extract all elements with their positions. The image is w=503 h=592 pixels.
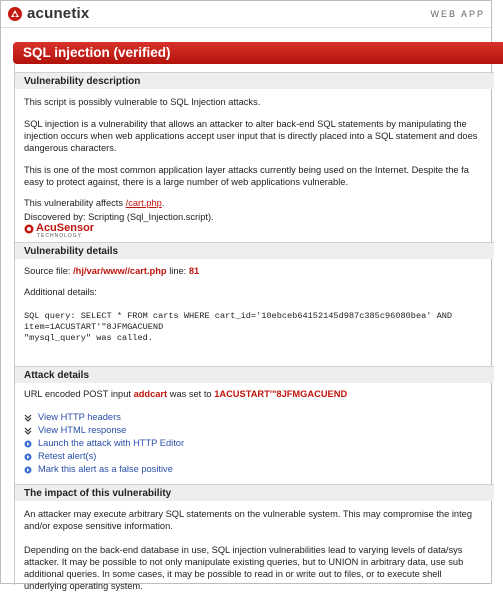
acusensor-icon xyxy=(24,224,34,234)
view-http-headers-label: View HTTP headers xyxy=(38,412,121,422)
sql-query-line-2: item=1ACUSTART'"8JFMGACUEND xyxy=(24,322,164,332)
affects-line xyxy=(24,198,164,209)
description-text-2a: SQL injection is a vulnerability that allows an attacker to alter back-end SQL statements by manipulating the xyxy=(24,119,467,129)
view-html-response-label: View HTML response xyxy=(38,425,127,435)
attack-details-heading: Attack details xyxy=(15,366,494,383)
acusensor-logo xyxy=(24,223,104,241)
report-content xyxy=(14,64,494,591)
alert-title-bar xyxy=(13,42,503,64)
discovered-by: Discovered by: Scripting (Sql_Injection.script). xyxy=(24,212,214,222)
attack-value: 1ACUSTART'"8JFMGACUEND xyxy=(214,389,348,399)
line-prefix: line: xyxy=(166,266,189,276)
chevron-down-icon xyxy=(24,413,32,423)
launch-http-editor-link[interactable] xyxy=(24,438,184,449)
alert-title: SQL injection (verified) xyxy=(23,45,171,60)
attack-middle: was set to xyxy=(167,389,215,399)
impact-text-2b: attacker. It may be possible to not only manipulate existing queries, but to UNION in arbitrary data, use sub xyxy=(24,557,464,567)
mark-icon xyxy=(24,465,32,475)
impact-text-1b: and/or expose sensitive information. xyxy=(24,521,173,531)
acusensor-word: AcuSensor xyxy=(36,222,95,234)
description-text-2c: dangerous characters. xyxy=(24,143,117,153)
retest-alerts-link[interactable] xyxy=(24,451,96,462)
view-html-response-link[interactable] xyxy=(24,425,126,436)
vulnerability-details-heading: Vulnerability details xyxy=(15,242,494,259)
impact-heading: The impact of this vulnerability xyxy=(15,484,494,501)
attack-details-line xyxy=(24,389,347,400)
sql-query-line-1: SQL query: SELECT * FROM carts WHERE cart_id='10ebceb64152145d987c385c96080bea' AND xyxy=(24,311,453,321)
impact-text-2d: underlying operating system. xyxy=(24,581,143,591)
attack-prefix: URL encoded POST input xyxy=(24,389,134,399)
affects-link[interactable]: /cart.php xyxy=(125,198,162,208)
line-number: 81 xyxy=(188,266,200,276)
affects-suffix: . xyxy=(161,198,165,208)
launch-http-editor-label: Launch the attack with HTTP Editor xyxy=(38,438,185,448)
acunetix-logo-icon xyxy=(7,6,23,22)
mark-false-positive-link[interactable] xyxy=(24,464,173,475)
description-text-1: This script is possibly vulnerable to SQL Injection attacks. xyxy=(24,97,261,107)
retest-icon xyxy=(24,452,32,462)
source-prefix: Source file: xyxy=(24,266,74,276)
description-text-3a: This is one of the most common application layer attacks currently being used on the Internet. Despite the fa xyxy=(24,165,469,175)
acusensor-sub: TECHNOLOGY xyxy=(37,233,83,239)
chevron-down-icon xyxy=(24,426,32,436)
launch-icon xyxy=(24,439,32,449)
additional-details-label: Additional details: xyxy=(24,287,97,297)
affects-prefix: This vulnerability affects xyxy=(24,198,126,208)
source-file: /hj/var/www//cart.php xyxy=(73,266,167,276)
retest-alerts-label: Retest alert(s) xyxy=(38,451,97,461)
header-right-text: WEB APP xyxy=(430,9,485,19)
source-file-line xyxy=(24,266,199,277)
brand-name: acunetix xyxy=(27,5,90,22)
mark-false-positive-label: Mark this alert as a false positive xyxy=(38,464,173,474)
description-text-2b: injection occurs when web applications accept user input that is directly placed into a SQL statement and does xyxy=(24,131,478,141)
vulnerability-description-heading: Vulnerability description xyxy=(15,72,494,89)
impact-text-1a: An attacker may execute arbitrary SQL statements on the vulnerable system. This may compromise the integ xyxy=(24,509,472,519)
top-bar xyxy=(1,1,491,28)
view-http-headers-link[interactable] xyxy=(24,412,121,423)
attack-input-name: addcart xyxy=(133,389,168,399)
impact-text-2c: additional queries. In some cases, it may be possible to read in or write out to files, or to execute shell xyxy=(24,569,442,579)
acunetix-logo xyxy=(7,5,89,22)
sql-query-line-3: "mysql_query" was called. xyxy=(24,333,153,343)
impact-text-2a: Depending on the back-end database in use, SQL injection vulnerabilities lead to varying levels of data/sys xyxy=(24,545,463,555)
description-text-3b: easy to protect against, there is a large number of web applications vulnerable. xyxy=(24,177,349,187)
